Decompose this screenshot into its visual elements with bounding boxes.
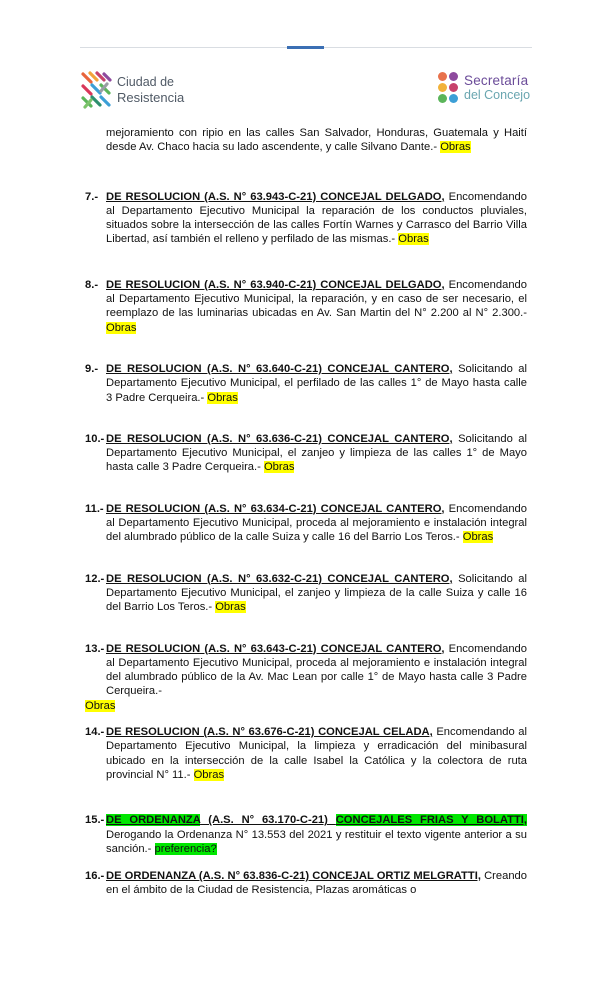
item-number: 10.- bbox=[85, 432, 105, 445]
item-text: Solicitando al Departamento Ejecutivo Municipal, el perfilado de las calles 1° de Mayo hasta calle 3 Padre Cerqueira.- bbox=[106, 362, 527, 404]
item-heading: DE RESOLUCION (A.S. N° 63.943-C-21) CONCEJAL DELGADO, bbox=[106, 190, 445, 203]
item-text: Solicitando al Departamento Ejecutivo Municipal, el zanjeo y limpieza de las calles 1° de Mayo hasta calle 3 Padre Cerqueira.- bbox=[106, 432, 527, 474]
item-heading: DE RESOLUCION (A.S. N° 63.636-C-21) CONCEJAL CANTERO, bbox=[106, 432, 453, 445]
agenda-item-10 bbox=[85, 432, 527, 475]
item-heading: DE RESOLUCION (A.S. N° 63.676-C-21) CONCEJAL CELADA, bbox=[106, 726, 433, 739]
item-heading: DE RESOLUCION (A.S. N° 63.632-C-21) CONCEJAL CANTERO, bbox=[106, 572, 453, 585]
ciudad-resistencia-logo bbox=[80, 70, 184, 110]
continuation-text: mejoramiento con ripio en las calles San Salvador, Honduras, Guatemala y Haití desde Av. Chaco hacia su lado ascendente, y calle Silvano Dante.- bbox=[106, 127, 527, 154]
agenda-item-14 bbox=[85, 725, 527, 782]
item-text: Encomendando al Departamento Ejecutivo Municipal, proceda al mejoramiento e instalación integral del alumbrado público de la Av. Mac Lean por calle 1° de Mayo hasta calle 3 Padre Cerqueira.- bbox=[106, 642, 527, 698]
item-text: Creando en el ámbito de la Ciudad de Resistencia, Plazas aromáticas o bbox=[106, 870, 527, 897]
item-heading-ref: (A.S. N° 63.170-C-21) bbox=[200, 814, 336, 827]
agenda-item-9 bbox=[85, 362, 527, 405]
ciudad-resistencia-emblem-icon bbox=[80, 70, 112, 110]
agenda-item-15 bbox=[85, 813, 527, 856]
item-text: Derogando la Ordenanza N° 13.553 del 2021 y restituir el texto vigente anterior a su sanción.- bbox=[106, 828, 527, 855]
logo-right-line2: del Concejo bbox=[464, 88, 531, 102]
item-text: Encomendando al Departamento Ejecutivo Municipal la reparación de los conductos pluviales, situados sobre la intersección de las calles Fortín Warnes y Carrasco del Barrio Villa Libertad, así también el relleno y perfilado de las mismas.- bbox=[106, 190, 527, 246]
tag-obras: Obras bbox=[215, 601, 246, 614]
item-heading: DE RESOLUCION (A.S. N° 63.643-C-21) CONCEJAL CANTERO, bbox=[106, 642, 445, 655]
item-heading: DE RESOLUCION (A.S. N° 63.634-C-21) CONCEJAL CANTERO, bbox=[106, 502, 445, 515]
item-number: 13.- bbox=[85, 642, 105, 655]
item-number: 15.- bbox=[85, 814, 105, 827]
logo-right-line1: Secretaría bbox=[464, 73, 529, 88]
item-number: 14.- bbox=[85, 726, 105, 739]
tag-obras: Obras bbox=[398, 233, 429, 246]
item-number: 12.- bbox=[85, 572, 105, 585]
tag-obras: Obras bbox=[440, 141, 471, 154]
tag-obras: Obras bbox=[462, 531, 494, 544]
tag-preferencia: preferencia? bbox=[154, 842, 217, 855]
item-number: 9.- bbox=[85, 362, 99, 375]
continuation-paragraph bbox=[85, 126, 527, 155]
item-text: Solicitando al Departamento Ejecutivo Municipal, el zanjeo y limpieza de la calle Suiza y calle 16 del Barrio Los Teros.- bbox=[106, 572, 527, 614]
header-accent-bar bbox=[287, 46, 324, 49]
item-number: 11.- bbox=[85, 502, 104, 515]
secretaria-concejo-logo bbox=[437, 71, 530, 105]
tag-obras: Obras bbox=[193, 768, 225, 781]
agenda-item-16 bbox=[85, 869, 527, 898]
secretaria-emblem-icon bbox=[437, 71, 459, 105]
logo-left-line1: Ciudad de bbox=[117, 75, 174, 89]
item-heading-authors: CONCEJALES FRIAS Y BOLATTI, bbox=[335, 814, 528, 827]
item-number: 16.- bbox=[85, 870, 105, 883]
agenda-item-13 bbox=[85, 642, 527, 713]
item-text: Encomendando al Departamento Ejecutivo Municipal, la reparación, y en caso de ser necesario, el reemplazo de las luminarias ubicadas en Av. San Martin del N° 2.200 al N° 2.300.- bbox=[106, 278, 527, 320]
item-text: Encomendando al Departamento Ejecutivo Municipal, proceda al mejoramiento e instalación integral del alumbrado público de la calle Suiza y calle 16 del Barrio Los Teros.- bbox=[106, 502, 527, 544]
item-heading: DE RESOLUCION (A.S. N° 63.640-C-21) CONCEJAL CANTERO, bbox=[106, 362, 453, 375]
item-heading: DE ORDENANZA (A.S. N° 63.836-C-21) CONCEJAL ORTIZ MELGRATTI, bbox=[106, 870, 481, 883]
agenda-list bbox=[85, 126, 527, 898]
item-text: Encomendando al Departamento Ejecutivo Municipal, la limpieza y erradicación del minibasural ubicado en la intersección de la calle Isabel la Católica y la colectora de ruta provincial N° 11.- bbox=[106, 726, 527, 781]
agenda-item-11 bbox=[85, 502, 527, 545]
tag-obras: Obras bbox=[85, 699, 116, 712]
item-number: 8.- bbox=[85, 278, 99, 291]
tag-obras: Obras bbox=[106, 321, 137, 334]
item-heading: DE RESOLUCION (A.S. N° 63.940-C-21) CONCEJAL DELGADO, bbox=[106, 278, 445, 291]
logo-left-line2: Resistencia bbox=[117, 90, 185, 105]
tag-obras: Obras bbox=[207, 391, 238, 404]
agenda-item-8 bbox=[85, 278, 527, 335]
item-heading-type: DE ORDENANZA bbox=[106, 814, 201, 827]
agenda-item-7 bbox=[85, 190, 527, 247]
agenda-item-12 bbox=[85, 572, 527, 615]
item-number: 7.- bbox=[85, 190, 99, 203]
tag-obras: Obras bbox=[263, 461, 295, 474]
